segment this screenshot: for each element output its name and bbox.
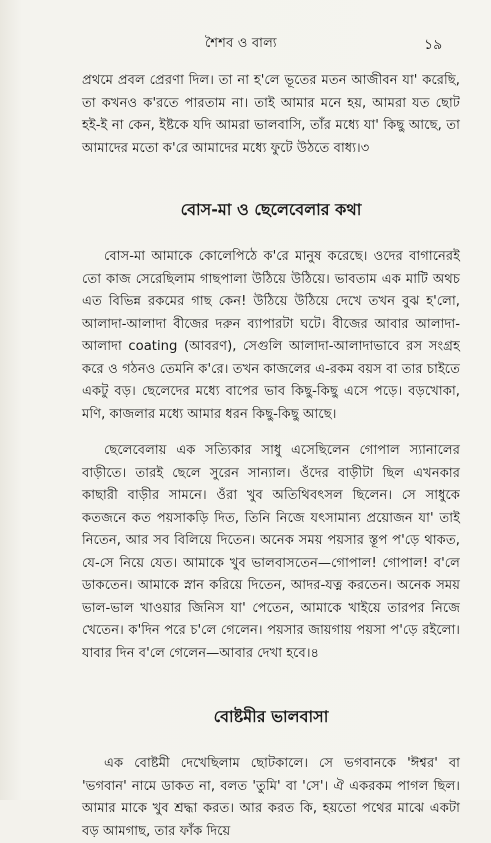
page-number: ১৯ [424,37,443,53]
intro-paragraph: প্রথমে প্রবল প্রেরণা দিল। তা না হ'লে ভূতের মতন আজীবন যা' করেছি, তা কখনও ক'রতে পারতাম না। তাই আমার মনে হয়, আমরা যত ছোট হই-ই না কেন, ইষ্টকে যদি আমরা ভালবাসি, তাঁর মধ্যে যা' কিছু আছে, তা আমাদের মতো ক'রে আমাদের মধ্যে ফুটে উঠতে বাধ্য।৩ [82,73,460,156]
section-heading-boshtomi: বোষ্টমীর ভালবাসা [213,707,329,726]
page-body [82,70,460,843]
paragraph-bose-ma: বোস-মা আমাকে কোলেপিঠে ক'রে মানুষ করেছে। ওদের বাগানেরই তো কাজ সেরেছিলাম গাছপালা উঠিয়ে উঠিয়ে। ভাবতাম এক মাটি অথচ এত বিভিন্ন রকমের গাছ কেন! উঠিয়ে উঠিয়ে দেখে তখন বুঝ হ'লো, আলাদা-আলাদা বীজের দরুন ব্যাপারটা ঘটে। বীজের আবার আলাদা-আলাদা coating (আবরণ), সেগুলি আলাদা-আলাদাভাবে রস সংগ্রহ করে ও গঠনও তেমনি ক'রে। তখন কাজলের এ-রকম বয়স বা তার চাইতে একটু বড়। ছেলেদের মধ্যে বাপের ভাব কিছু-কিছু এসে পড়ে। বড়খোকা, মণি, কাজলার মধ্যে আমার ধরন কিছু-কিছু আছে। [82,249,460,422]
running-title: শৈশব ও বাল্য [205,36,277,51]
paragraph-sadhu: ছেলেবেলায় এক সত্যিকার সাধু এসেছিলেন গোপাল স্যানালের বাড়ীতে। তারই ছেলে সুরেন সান্যাল। ওঁদের বাড়ীটা ছিল এখনকার কাছারী বাড়ীর সামনে। ওঁরা খুব অতিথিবৎসল ছিলেন। সে সাধুকে কতজনে কত পয়সাকড়ি দিত, তিনি নিজে যৎসামান্য প্রয়োজন যা' তাই নিতেন, আর সব বিলিয়ে দিতেন। অনেক সময় পয়সার স্তূপ প'ড়ে থাকত, যে-সে নিয়ে যেত। আমাকে খুব ভালবাসতেন—গোপাল! গোপাল! ব'লে ডাকতেন। আমাকে স্নান করিয়ে দিতেন, আদর-যত্ন করতেন। অনেক সময় ভাল-ভাল খাওয়ার জিনিস যা' পেতেন, আমাকে খাইয়ে তারপর নিজে খেতেন। ক'দিন পরে চ'লে গেলেন। পয়সার জায়গায় পয়সা প'ড়ে রইলো। যাবার দিন ব'লে গেলেন—আবার দেখা হবে।৪ [82,443,460,661]
paragraph-boshtomi: এক বোষ্টমী দেখেছিলাম ছোটকালে। সে ভগবানকে 'ঈশ্বর' বা 'ভগবান' নামে ডাকত না, বলত 'তুমি' বা 'সে'। ঐ একরকম পাগল ছিল। আমার মাকে খুব শ্রদ্ধা করত। আর করত কি, হয়তো পথের মাঝে একটা বড় আমগাছ, তার ফাঁক দিয়ে [82,756,460,839]
page-header [0,34,491,54]
section-heading-bose-ma: বোস-মা ও ছেলেবেলার কথা [180,200,362,219]
paragraph-gap [82,426,460,440]
